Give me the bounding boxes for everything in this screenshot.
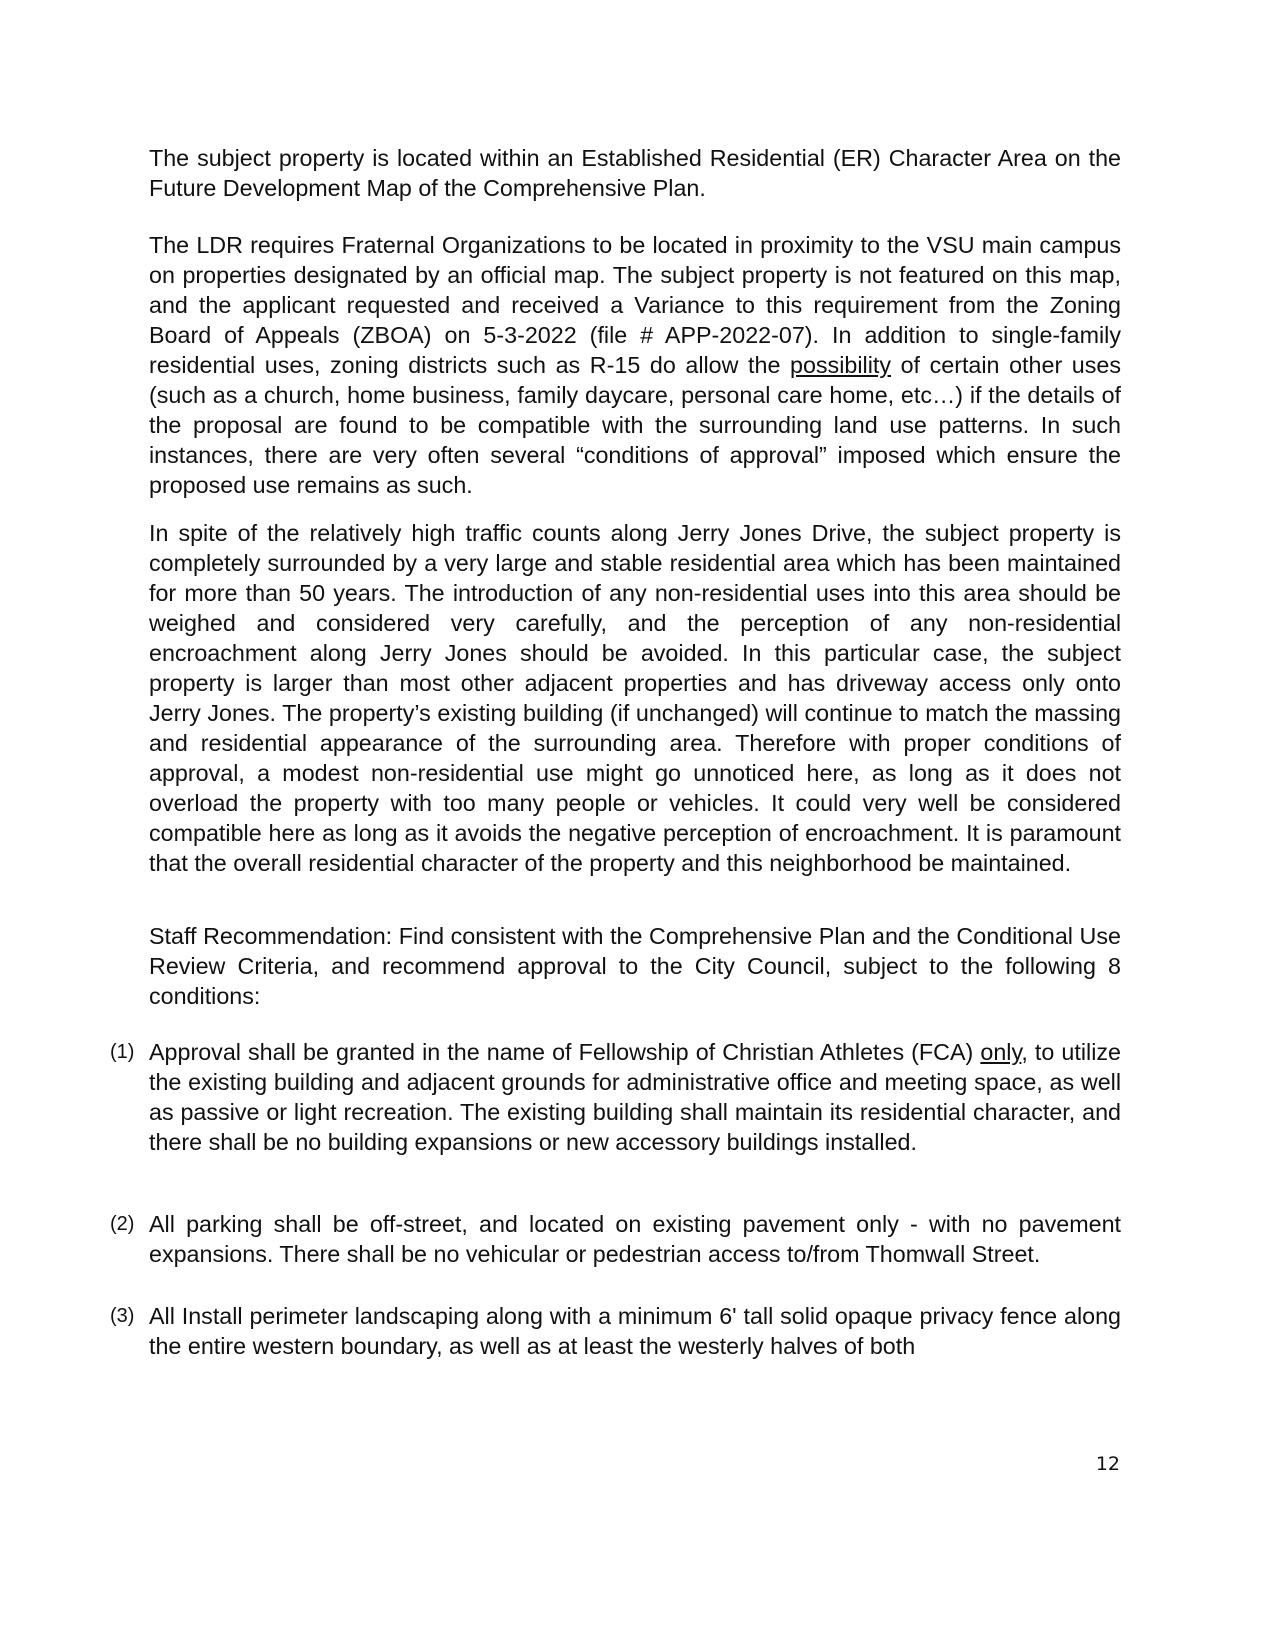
paragraph-staff-recommendation: Staff Recommendation: Find consistent with the Comprehensive Plan and the Conditional Use Review Criteria, and recommend approval to the City Council, subject to the following 8 conditions: xyxy=(149,923,1121,1009)
condition-item-3 xyxy=(110,1301,1121,1361)
condition-item-1 xyxy=(110,1037,1121,1157)
condition-number: (1) xyxy=(110,1041,135,1063)
condition-text: All parking shall be off-street, and located on existing pavement only - with no pavement expansions. There shall be no vehicular or pedestrian access to/from Thomwall Street. xyxy=(149,1211,1121,1267)
condition-number: (3) xyxy=(110,1305,135,1327)
underlined-word-only: only xyxy=(980,1039,1022,1065)
condition-text: Approval shall be granted in the name of Fellowship of Christian Athletes (FCA) only, to utilize the existing building and adjacent grounds for administrative office and meeting space, as well as passive or light recreation. The existing building shall maintain its residential character, and there shall be no building expansions or new accessory buildings installed. xyxy=(149,1039,1121,1155)
condition-item-2 xyxy=(110,1209,1121,1269)
condition-number: (2) xyxy=(110,1213,135,1235)
page-number: 12 xyxy=(1095,1453,1120,1475)
condition-text: All Install perimeter landscaping along with a minimum 6' tall solid opaque privacy fence along the entire western boundary, as well as at least the westerly halves of both xyxy=(149,1303,1121,1359)
paragraph-character-area: The subject property is located within an Established Residential (ER) Character Area on the Future Development Map of the Comprehensive Plan. xyxy=(149,145,1121,201)
paragraph-ldr-requirements: The LDR requires Fraternal Organizations to be located in proximity to the VSU main campus on properties designated by an official map. The subject property is not featured on this map, and the applicant requested and received a Variance to this requirement from the Zoning Board of Appeals (ZBOA) on 5-3-2022 (file # APP-2022-07). In addition to single-family residential uses, zoning districts such as R-15 do allow the possibility of certain other uses (such as a church, home business, family daycare, personal care home, etc…) if the details of the proposal are found to be compatible with the surrounding land use patterns. In such instances, there are very often several “conditions of approval” imposed which ensure the proposed use remains as such. xyxy=(149,232,1121,498)
underlined-word-possibility: possibility xyxy=(790,352,891,378)
paragraph-traffic-context: In spite of the relatively high traffic counts along Jerry Jones Drive, the subject property is completely surrounded by a very large and stable residential area which has been maintained for more than 50 years. The introduction of any non-residential uses into this area should be weighed and considered very carefully, and the perception of any non-residential encroachment along Jerry Jones should be avoided. In this particular case, the subject property is larger than most other adjacent properties and has driveway access only onto Jerry Jones. The property’s existing building (if unchanged) will continue to match the massing and residential appearance of the surrounding area. Therefore with proper conditions of approval, a modest non-residential use might go unnoticed here, as long as it does not overload the property with too many people or vehicles. It could very well be considered compatible here as long as it avoids the negative perception of encroachment. It is paramount that the overall residential character of the property and this neighborhood be maintained. xyxy=(149,520,1121,876)
